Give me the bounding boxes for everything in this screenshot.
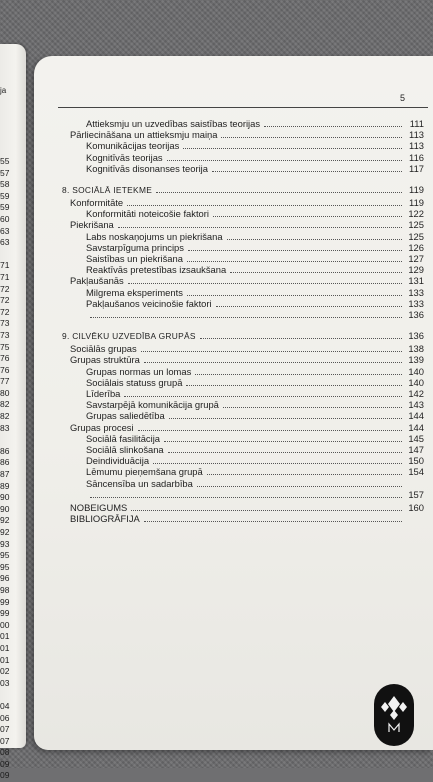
toc-entry-page: 125 bbox=[408, 230, 424, 242]
toc-entry-title: Grupas saliedētība bbox=[86, 410, 165, 422]
toc-entry-title: Līderība bbox=[86, 388, 121, 399]
toc-entry-page: 131 bbox=[408, 275, 424, 287]
toc-leader-dots bbox=[230, 271, 402, 273]
left-page-number: 09 bbox=[0, 770, 10, 781]
toc-leader-dots bbox=[264, 125, 402, 127]
left-page-number: 04 bbox=[0, 700, 10, 711]
toc-entry-page: 139 bbox=[408, 354, 424, 366]
left-page-number: 95 bbox=[0, 550, 10, 561]
toc-entry-page: 116 bbox=[409, 151, 424, 163]
toc-entry-title: Attieksmju un uzvedības saistības teorijas bbox=[86, 118, 261, 129]
left-page-number: 82 bbox=[0, 411, 10, 422]
toc-leader-dots bbox=[188, 249, 402, 251]
toc-entry-page: 113 bbox=[409, 129, 424, 141]
left-page-number: 87 bbox=[0, 469, 10, 480]
toc-entry-title: Labs noskaņojums un piekrišana bbox=[86, 230, 223, 242]
toc-leader-dots bbox=[195, 373, 402, 375]
toc-entry bbox=[86, 377, 424, 388]
toc-leader-dots bbox=[141, 350, 402, 352]
left-page-number: 01 bbox=[0, 654, 10, 665]
toc-entry bbox=[86, 399, 424, 410]
toc-entry-page: 111 bbox=[409, 118, 424, 129]
left-page-number: 92 bbox=[0, 527, 10, 537]
left-page-number: 63 bbox=[0, 237, 10, 248]
left-page-number: 09 bbox=[0, 758, 10, 769]
toc-entry bbox=[86, 287, 424, 298]
toc-entry-title: Kognitīvās disonanses teorija bbox=[86, 162, 208, 174]
page-number: 5 bbox=[400, 93, 406, 103]
toc-entry-page: 136 bbox=[408, 330, 424, 342]
toc-leader-dots bbox=[213, 215, 402, 217]
toc-entry-title: Komunikācijas teorijas bbox=[86, 140, 180, 152]
toc-leader-dots bbox=[216, 305, 402, 307]
toc-entry bbox=[70, 422, 424, 433]
toc-entry bbox=[86, 388, 424, 399]
toc-entry-page: 119 bbox=[409, 197, 424, 208]
toc-leader-dots bbox=[131, 509, 402, 511]
toc-entry-page: 129 bbox=[408, 264, 424, 276]
toc-entry bbox=[70, 219, 424, 230]
left-page-number: 06 bbox=[0, 712, 10, 723]
toc-entry-page: 145 bbox=[408, 432, 424, 444]
left-page-number: 92 bbox=[0, 515, 10, 526]
toc-entry bbox=[62, 330, 424, 341]
toc-entry-page: 127 bbox=[408, 253, 424, 264]
toc-entry-title: NOBEIGUMS bbox=[70, 502, 128, 513]
left-page-number: 08 bbox=[0, 747, 10, 758]
toc-entry bbox=[70, 129, 424, 140]
left-page-number: 57 bbox=[0, 167, 10, 178]
left-page-number: 55 bbox=[0, 156, 10, 166]
toc-entry-title: Piekrišana bbox=[70, 219, 114, 231]
left-page-number: 00 bbox=[0, 619, 10, 630]
left-page-number: 77 bbox=[0, 376, 10, 387]
left-page-number: 90 bbox=[0, 492, 10, 503]
left-page-number: 01 bbox=[0, 631, 10, 642]
toc-leader-dots bbox=[227, 238, 402, 240]
toc-entry-title: 9. CILVĒKU UZVEDĪBA GRUPĀS bbox=[62, 331, 196, 342]
toc-entry-page: 157 bbox=[408, 488, 424, 500]
left-page-number: 96 bbox=[0, 573, 10, 584]
toc-entry-title: Saistības un piekrišana bbox=[86, 253, 183, 264]
left-page-number: 76 bbox=[0, 353, 10, 364]
toc-leader-dots bbox=[156, 191, 402, 193]
toc-entry-title: Sociālās grupas bbox=[70, 343, 137, 355]
toc-entry-title: Kognitīvās teorijas bbox=[86, 151, 163, 163]
toc-entry-page: 144 bbox=[408, 421, 424, 433]
toc-entry bbox=[86, 264, 424, 275]
left-page-number: 71 bbox=[0, 271, 10, 282]
toc-entry bbox=[86, 140, 424, 151]
toc-entry-title: Sociālā slinkošana bbox=[86, 444, 164, 455]
toc-entry bbox=[70, 502, 424, 513]
left-page-number: 93 bbox=[0, 538, 10, 549]
left-page-number: 72 bbox=[0, 306, 10, 317]
toc-entry-page: 133 bbox=[408, 286, 424, 298]
left-page-number: 60 bbox=[0, 213, 10, 224]
toc-leader-dots bbox=[207, 473, 402, 475]
toc-leader-dots bbox=[183, 147, 402, 149]
toc-entry bbox=[86, 478, 424, 489]
toc-entry-title: Savstarpējā komunikācija grupā bbox=[86, 399, 219, 411]
toc-entry-title: Konformitāte bbox=[70, 197, 124, 208]
toc-leader-dots bbox=[90, 316, 402, 318]
left-page-number: 72 bbox=[0, 283, 10, 294]
toc-entry-page: 144 bbox=[408, 410, 424, 422]
left-page-number: 73 bbox=[0, 318, 10, 329]
toc-leader-dots bbox=[187, 260, 402, 262]
toc-entry bbox=[86, 410, 424, 421]
left-page-number: 99 bbox=[0, 596, 10, 607]
left-page-number: 80 bbox=[0, 387, 10, 398]
left-page-number: 95 bbox=[0, 561, 10, 572]
toc-entry bbox=[70, 343, 424, 354]
diamond-logo-icon bbox=[374, 684, 414, 746]
toc-entry-title: Lēmumu pieņemšana grupā bbox=[86, 466, 203, 478]
left-page-number: 59 bbox=[0, 190, 10, 201]
toc-leader-dots bbox=[200, 337, 402, 339]
left-page-number: 76 bbox=[0, 364, 10, 375]
toc-entry-page: 133 bbox=[408, 297, 424, 309]
left-page-number: 98 bbox=[0, 584, 10, 595]
left-page-number: 71 bbox=[0, 260, 10, 271]
toc-entry-page: 140 bbox=[408, 365, 424, 377]
toc-leader-dots bbox=[223, 406, 402, 408]
toc-entry-page: 113 bbox=[409, 140, 424, 152]
toc-entry-title: Pakļaušanās bbox=[70, 275, 124, 287]
toc-entry bbox=[86, 208, 424, 219]
toc-leader-dots bbox=[153, 462, 402, 464]
toc-entry-page: 125 bbox=[408, 219, 424, 231]
toc-entry-title: Sociālais statuss grupā bbox=[86, 376, 183, 388]
toc-entry bbox=[86, 466, 424, 477]
toc-entry bbox=[86, 444, 424, 455]
left-page-number: 72 bbox=[0, 295, 10, 306]
toc-leader-dots bbox=[90, 496, 402, 498]
left-page-number: 99 bbox=[0, 608, 10, 619]
left-page-number: 86 bbox=[0, 457, 10, 468]
toc-entry-page: 126 bbox=[408, 241, 424, 253]
left-page-header: ja bbox=[0, 86, 7, 95]
toc-entry bbox=[86, 433, 424, 444]
toc-entry bbox=[86, 366, 424, 377]
left-page-number: 07 bbox=[0, 724, 10, 735]
toc-entry-page: 122 bbox=[408, 208, 424, 220]
toc-entry-title: Konformitāti noteicošie faktori bbox=[86, 208, 209, 220]
toc-entry-title: Deindividuācija bbox=[86, 455, 150, 467]
toc-leader-dots bbox=[144, 520, 402, 522]
toc-leader-dots bbox=[186, 384, 402, 386]
toc-entry-title: Reaktīvās pretestības izsaukšana bbox=[86, 264, 227, 276]
toc-entry bbox=[70, 354, 424, 365]
toc-entry-title: Sociālā fasilitācija bbox=[86, 432, 160, 444]
left-page-number: 01 bbox=[0, 642, 10, 653]
toc-entry-page: 142 bbox=[408, 388, 424, 399]
toc-leader-dots bbox=[197, 485, 402, 487]
toc-entry bbox=[86, 231, 424, 242]
toc-entry-page: 119 bbox=[409, 184, 424, 195]
left-page-number: 82 bbox=[0, 399, 10, 410]
toc-entry-page: 150 bbox=[408, 455, 424, 467]
toc-entry-page: 143 bbox=[408, 399, 424, 411]
toc-entry-page: 136 bbox=[408, 309, 424, 320]
toc-entry bbox=[86, 118, 424, 129]
toc-leader-dots bbox=[212, 170, 402, 172]
toc-entry bbox=[86, 253, 424, 264]
toc-leader-dots bbox=[118, 226, 402, 228]
toc-entry bbox=[70, 513, 424, 524]
toc-leader-dots bbox=[169, 417, 402, 419]
toc-entry-title: Grupas struktūra bbox=[70, 354, 140, 366]
toc-leader-dots bbox=[164, 440, 402, 442]
left-page-number: 07 bbox=[0, 735, 10, 746]
toc-entry-title: Milgrema eksperiments bbox=[86, 286, 183, 298]
left-page-number: 83 bbox=[0, 422, 10, 433]
toc-entry bbox=[86, 455, 424, 466]
toc-entry-page: 117 bbox=[409, 162, 424, 174]
left-page-number: 58 bbox=[0, 179, 10, 190]
toc-entry bbox=[86, 163, 424, 174]
toc-entry-title: Pārliecināšana un attieksmju maiņa bbox=[70, 129, 218, 141]
toc-entry bbox=[86, 298, 424, 309]
left-page-number: 02 bbox=[0, 666, 10, 677]
toc-entry-title: Sāncensība un sadarbība bbox=[86, 477, 193, 489]
toc-entry bbox=[62, 184, 424, 195]
toc-leader-dots bbox=[221, 136, 402, 138]
toc-entry-title: Pakļaušanos veicinošie faktori bbox=[86, 297, 212, 309]
toc-entry-page: 138 bbox=[408, 343, 424, 355]
left-page-number: 89 bbox=[0, 480, 10, 491]
toc-entry-title: Grupas procesi bbox=[70, 421, 134, 433]
toc-entry-title: BIBLIOGRĀFIJA bbox=[70, 513, 140, 525]
left-page-number: 03 bbox=[0, 677, 10, 688]
toc-leader-dots bbox=[124, 395, 402, 397]
toc-entry bbox=[70, 197, 424, 208]
toc-entry bbox=[86, 152, 424, 163]
toc-entry-page: 160 bbox=[408, 502, 424, 513]
toc-entry bbox=[86, 309, 424, 320]
toc-leader-dots bbox=[187, 294, 402, 296]
toc-leader-dots bbox=[127, 204, 402, 206]
left-page-number: 90 bbox=[0, 503, 10, 514]
toc-entry bbox=[86, 489, 424, 500]
toc-leader-dots bbox=[128, 282, 402, 284]
left-page-number: 59 bbox=[0, 202, 10, 213]
toc-leader-dots bbox=[168, 451, 402, 453]
left-page-number: 73 bbox=[0, 329, 10, 340]
toc-leader-dots bbox=[144, 361, 402, 363]
toc-entry-page: 154 bbox=[408, 466, 424, 478]
toc-entry-title: 8. SOCIĀLĀ IETEKME bbox=[62, 185, 153, 195]
left-page-number: 75 bbox=[0, 341, 10, 352]
toc-entry bbox=[70, 275, 424, 286]
toc-entry-page: 147 bbox=[408, 444, 424, 455]
toc-entry-title: Savstarpīguma princips bbox=[86, 241, 184, 253]
toc-entry-page: 140 bbox=[408, 376, 424, 388]
toc-entry-title: Grupas normas un lomas bbox=[86, 365, 192, 377]
toc-leader-dots bbox=[167, 159, 402, 161]
watermark-logo bbox=[374, 684, 414, 746]
toc-leader-dots bbox=[138, 429, 402, 431]
toc-entry bbox=[86, 242, 424, 253]
left-page-number: 63 bbox=[0, 225, 10, 236]
left-page-number: 86 bbox=[0, 445, 10, 456]
